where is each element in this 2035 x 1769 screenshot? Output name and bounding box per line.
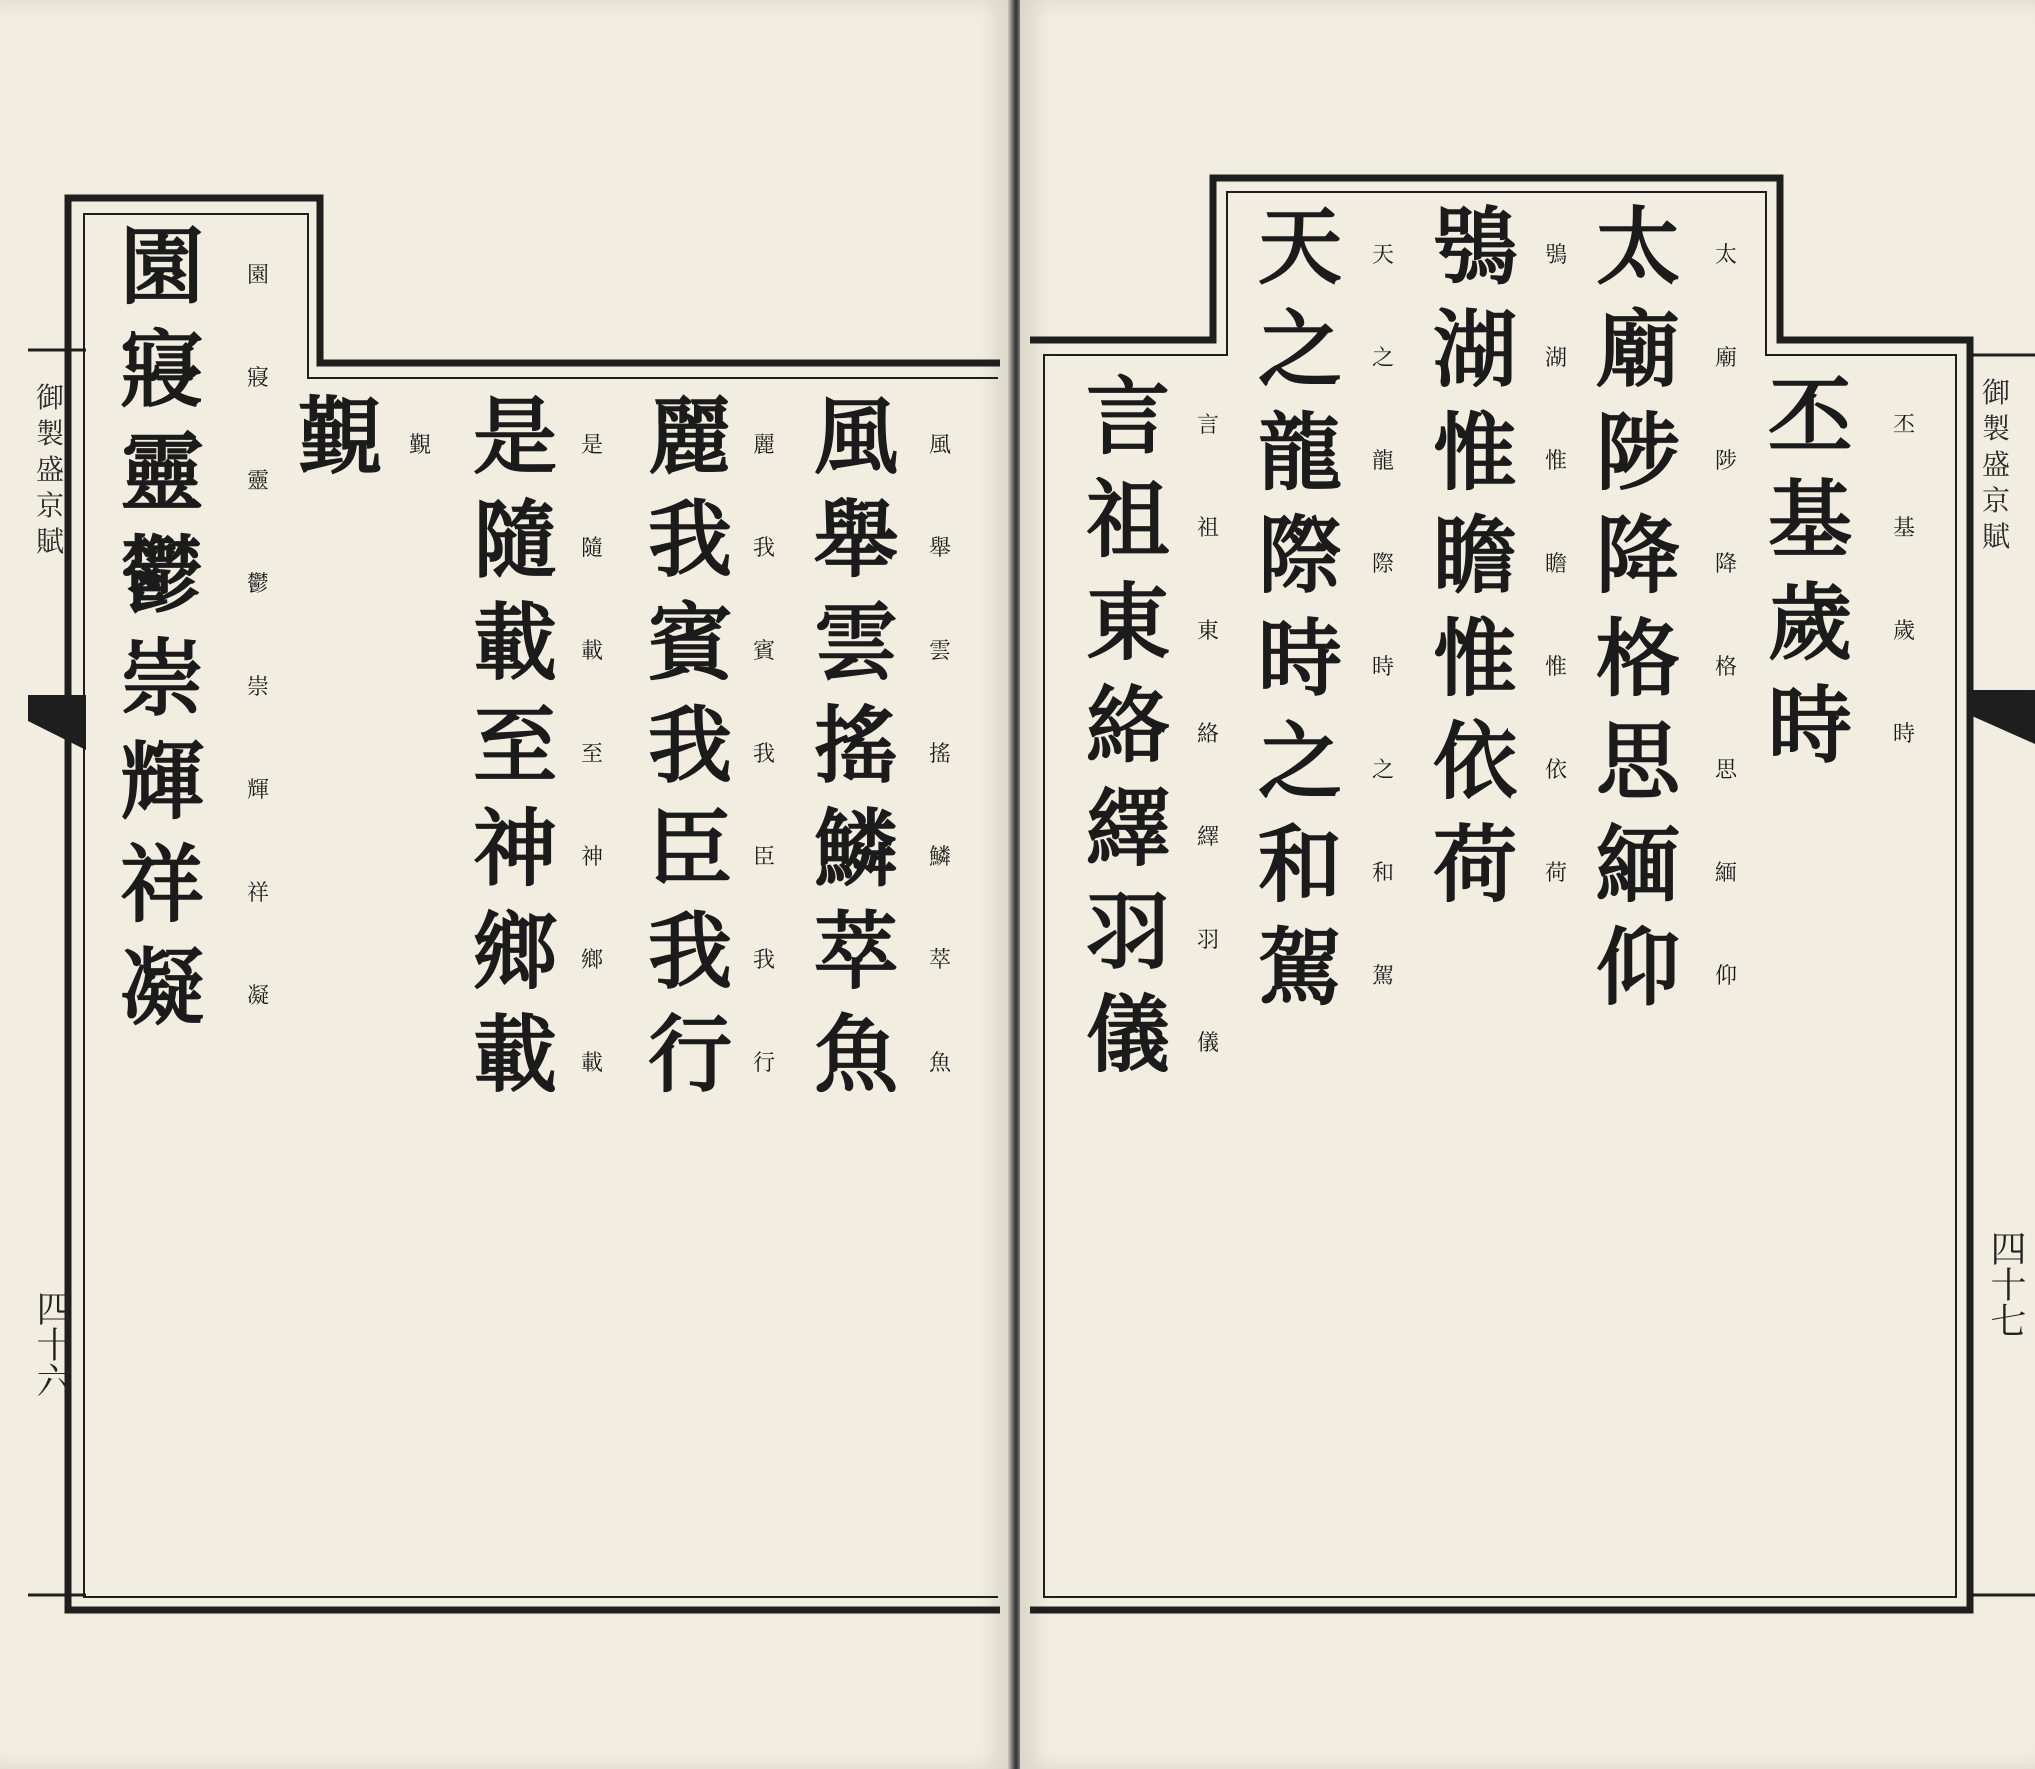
gloss-column-2: 麗 我 賓 我 臣 我 行 [752,433,775,1076]
margin-title: 御 製 盛 京 賦 [36,381,65,558]
seal-column-4: 天 之 龍 際 時 之 和 駕 [1257,197,1342,1017]
seal-column-1: 風 舉 雲 搖 鱗 萃 魚 [813,387,898,1104]
seal-column-3: 是 隨 載 至 神 鄉 載 [472,387,557,1104]
gloss-column-1: 風 舉 雲 搖 鱗 萃 魚 [928,433,951,1076]
margin-title: 御 製 盛 京 賦 [1982,376,2011,553]
folio-number: 四十七 [1985,1230,2026,1338]
seal-column-1: 丕 基 歲 時 [1767,367,1852,775]
seal-column-5: 言 祖 東 絡 繹 羽 儀 [1085,367,1170,1084]
gloss-column-4: 天 之 龍 際 時 之 和 駕 [1371,243,1394,989]
gloss-column-5: 園 寢 靈 鬱 崇 輝 祥 凝 [246,263,269,1009]
left-page [0,0,1010,1769]
right-page [1020,0,2035,1769]
gloss-column-3: 鴞 湖 惟 瞻 惟 依 荷 [1544,243,1567,886]
seal-column-2: 麗 我 賓 我 臣 我 行 [647,387,732,1104]
gloss-column-3: 是 隨 載 至 神 鄉 載 [580,433,603,1076]
seal-column-3: 鴞 湖 惟 瞻 惟 依 荷 [1432,197,1517,914]
seal-column-5: 園 寢 靈 鬱 崇 輝 祥 凝 [119,217,204,1037]
gloss-column-5: 言 祖 東 絡 繹 羽 儀 [1196,413,1219,1056]
seal-column-2: 太 廟 陟 降 格 思 緬 仰 [1595,197,1680,1017]
gloss-column-4: 覲 [408,433,431,458]
seal-column-4: 覲 [297,387,382,486]
gloss-column-1: 丕 基 歲 時 [1892,413,1915,747]
folio-number: 四十六 [31,1290,72,1398]
gloss-column-2: 太 廟 陟 降 格 思 緬 仰 [1714,243,1737,989]
